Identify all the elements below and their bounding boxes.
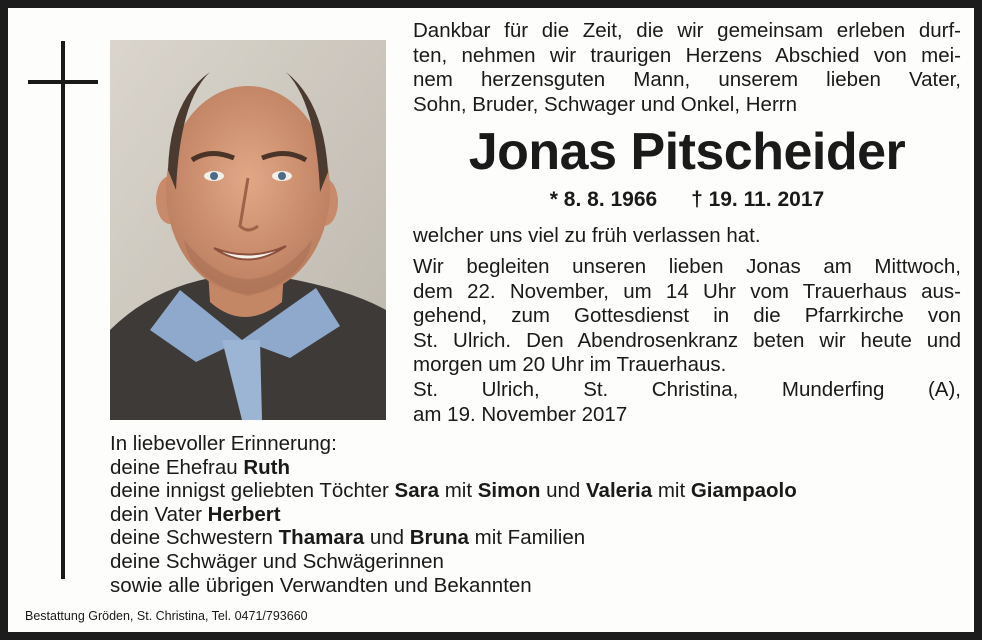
mourner-text: mit Familien: [468, 526, 586, 550]
intro-line: ten, nehmen wir traurigen Herzens Abschied von mei-: [413, 43, 961, 67]
ceremony-text: [413, 255, 961, 378]
death-date: † 19. 11. 2017: [691, 188, 825, 211]
mourner-name: Ruth: [243, 455, 291, 479]
mourner-text: dein Vater: [110, 502, 208, 526]
mourner-text: deine Ehefrau: [110, 455, 244, 479]
ceremony-line: dem 22. November, um 14 Uhr vom Trauerhaus aus-: [413, 279, 961, 303]
mourner-row: deine Schwäger und Schwägerinnen: [110, 549, 444, 573]
intro-line: Dankbar für die Zeit, die wir gemeinsam erleben durf-: [413, 19, 961, 42]
cross-icon-bar: [28, 80, 98, 84]
mourner-name: Sara: [394, 479, 440, 503]
mourner-name: Herbert: [207, 502, 281, 526]
ceremony-line: Wir begleiten unseren lieben Jonas am Mittwoch,: [413, 255, 961, 278]
mourner-text: mit: [439, 479, 478, 503]
place-line: am 19. November 2017: [413, 402, 628, 426]
intro-text: [413, 19, 961, 117]
mourner-text: und: [364, 526, 410, 550]
portrait-photo: [110, 40, 386, 420]
ceremony-line: St. Ulrich. Den Abendrosenkranz beten wir heute und: [413, 328, 961, 352]
birth-date: * 8. 8. 1966: [549, 188, 658, 211]
place-date: [413, 378, 961, 427]
mourner-name: Bruna: [409, 526, 469, 550]
ceremony-line: morgen um 20 Uhr im Trauerhaus.: [413, 353, 727, 376]
mourner-row: [110, 456, 960, 480]
mourner-text: deine innigst geliebten Töchter: [110, 479, 395, 503]
mourner-text: deine Schwestern: [110, 526, 279, 550]
mourner-text: mit: [652, 479, 691, 503]
intro-line: nem herzensguten Mann, unserem lieben Vater,: [413, 68, 961, 92]
mourner-name: Giampaolo: [690, 479, 797, 503]
ceremony-line: gehend, zum Gottesdienst in die Pfarrkirche von: [413, 304, 961, 327]
cross-icon: [61, 41, 65, 579]
mourner-row: [110, 526, 960, 550]
memory-heading: In liebevoller Erinnerung:: [110, 432, 337, 455]
funeral-home-footer: Bestattung Gröden, St. Christina, Tel. 0471/793660: [25, 609, 308, 623]
left-early-text: [413, 224, 961, 249]
intro-line: Sohn, Bruder, Schwager und Onkel, Herrn: [413, 92, 798, 116]
mourner-row: sowie alle übrigen Verwandten und Bekannten: [110, 573, 532, 597]
life-dates: [413, 186, 961, 214]
left-early-line: welcher uns viel zu früh verlassen hat.: [413, 224, 761, 247]
mourner-name: Thamara: [278, 526, 365, 550]
obituary-card: [8, 8, 974, 632]
mourner-name: Simon: [477, 479, 541, 503]
mourners-list: [110, 432, 960, 597]
mourner-text: und: [540, 479, 586, 503]
mourner-name: Valeria: [586, 479, 653, 503]
mourner-row: [110, 503, 960, 527]
deceased-name: Jonas Pitscheider: [468, 123, 906, 181]
place-line: St. Ulrich, St. Christina, Munderfing (A),: [413, 378, 961, 401]
mourner-row: [110, 479, 960, 503]
